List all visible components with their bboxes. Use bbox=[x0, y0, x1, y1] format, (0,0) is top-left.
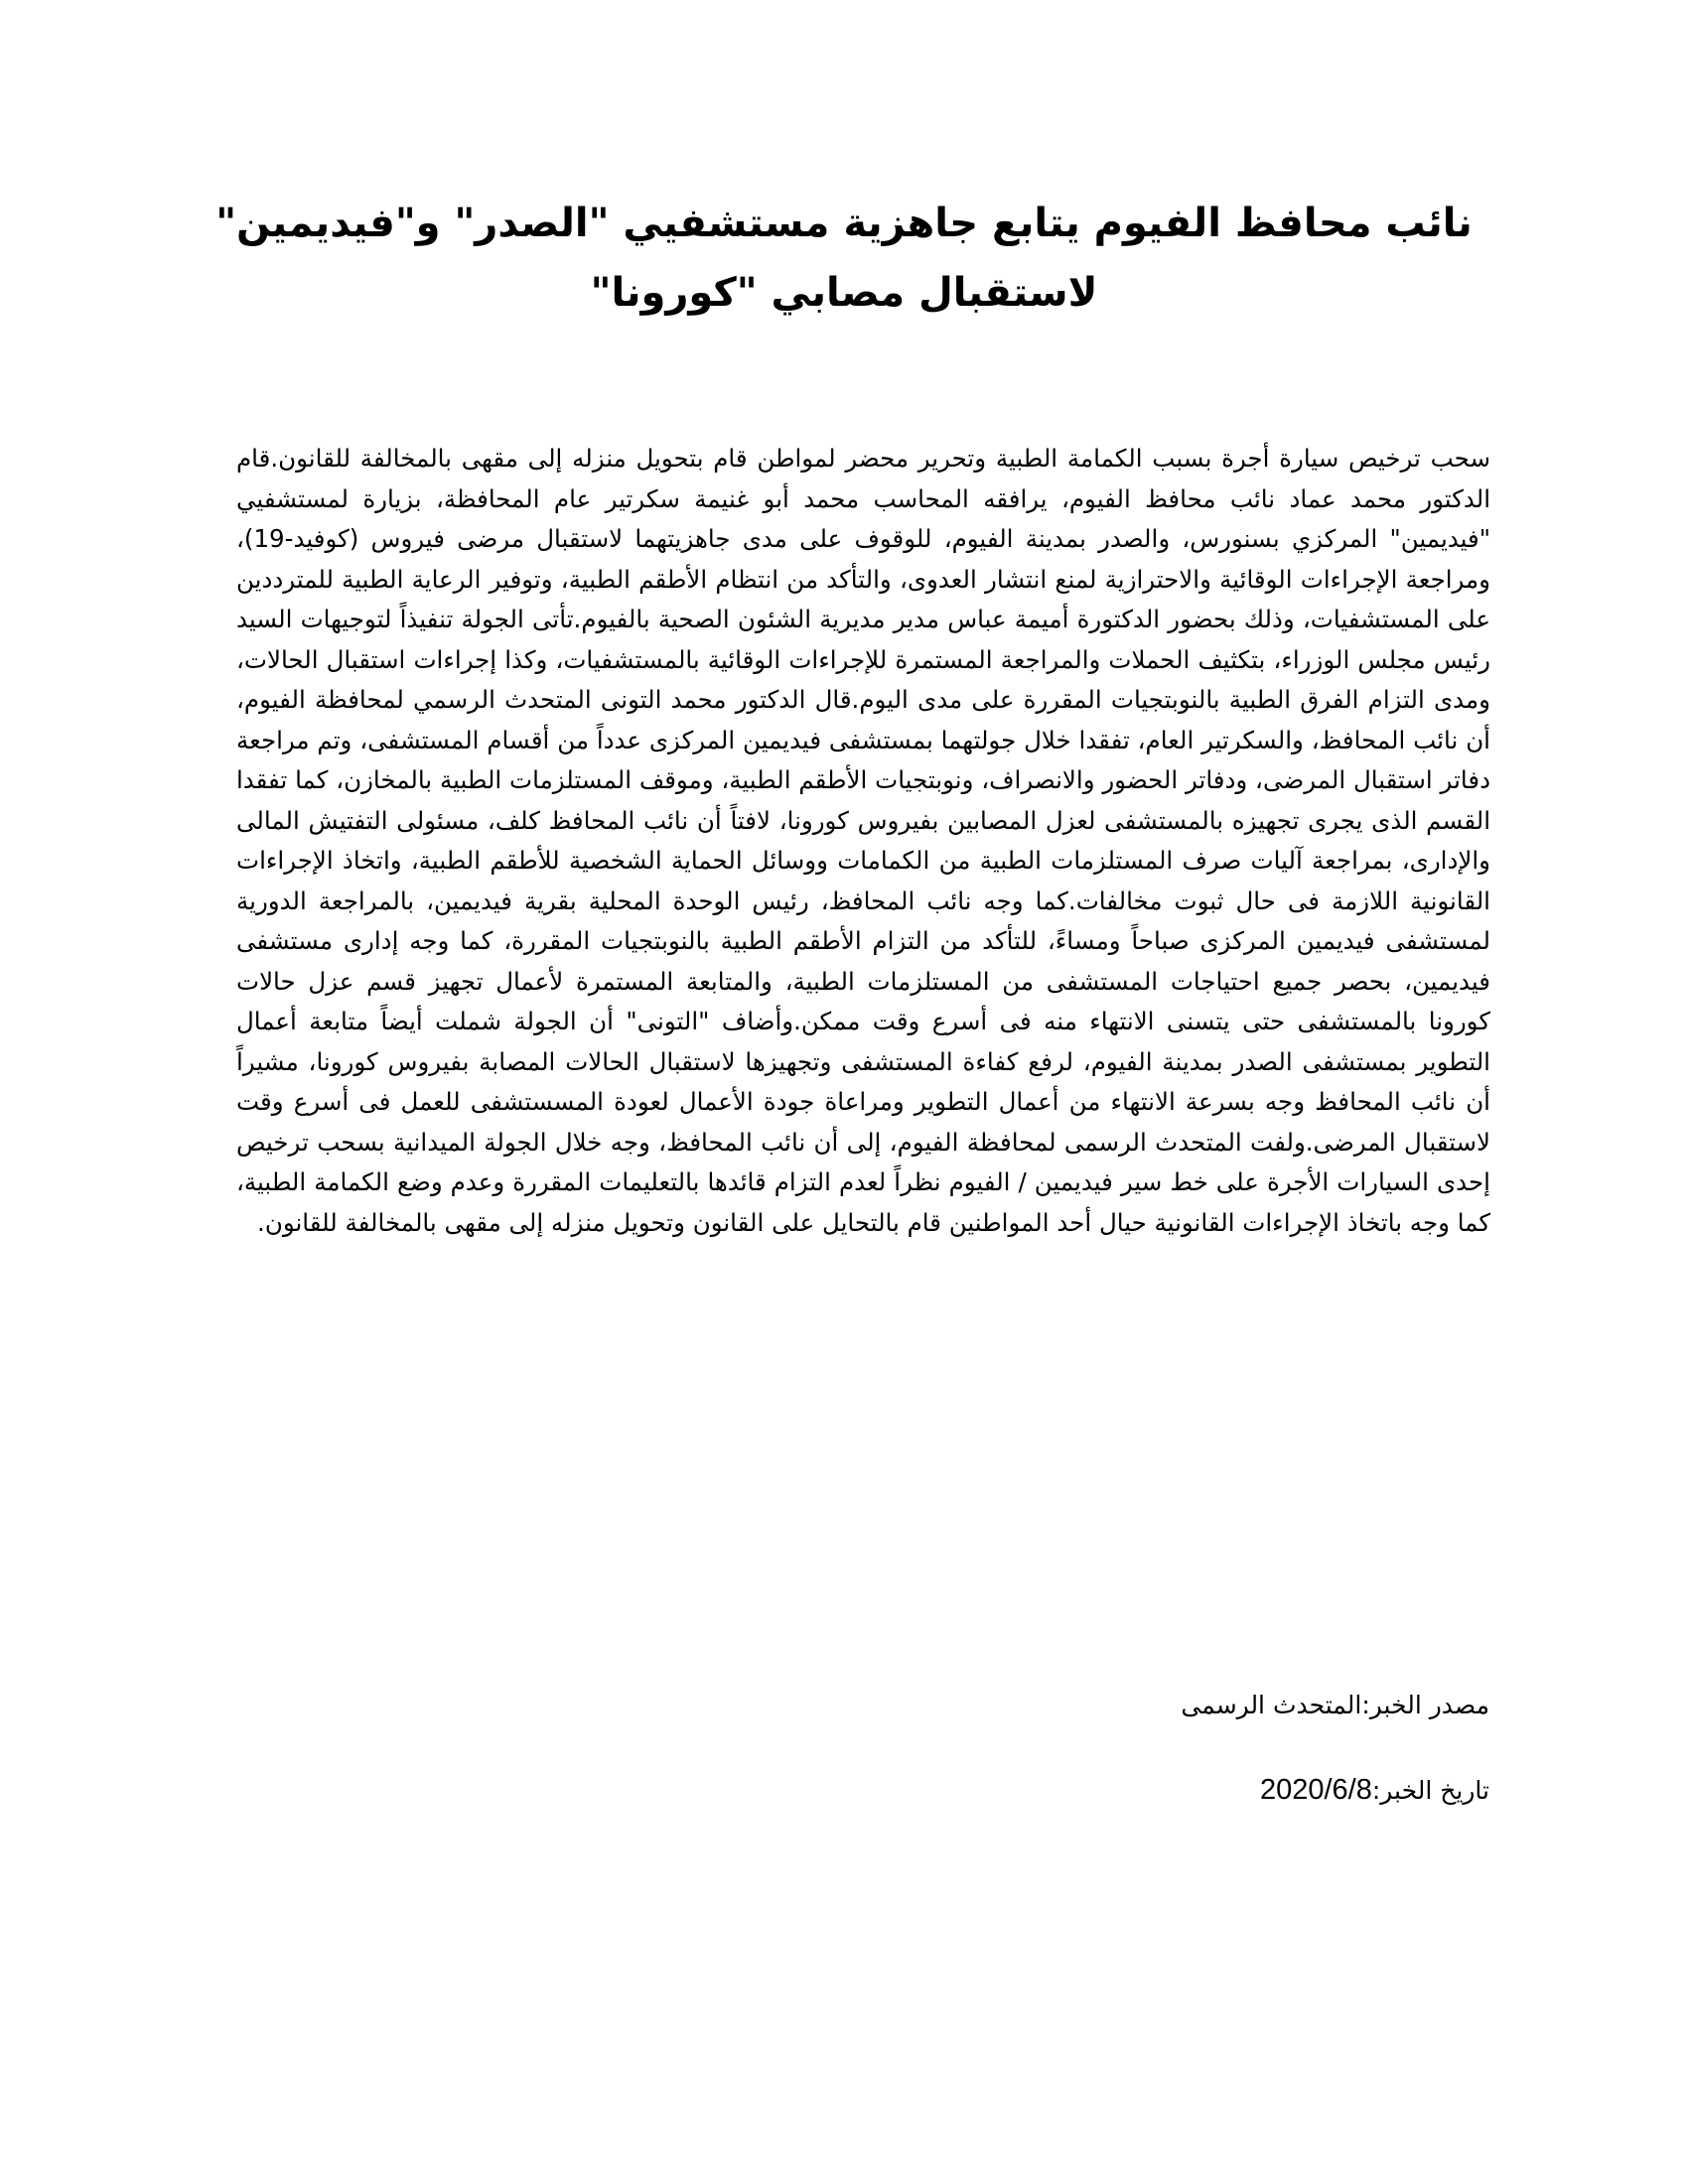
article-body: سحب ترخيص سيارة أجرة بسبب الكمامة الطبية وتحرير محضر لمواطن قام بتحويل منزله إلى مقهى بالمخالفة للقانون.قام الدكتور محمد عماد نائب محافظ الفيوم، يرافقه المحاسب محمد أبو غنيمة سكرتير عام المحافظة، بزيارة لمستشفيي "فيديمين" المركزي بسنورس، والصدر بمدينة الفيوم، للوقوف على مدى جاهزيتهما لاستقبال مرضى فيروس (كوفيد-19)، ومراجعة الإجراءات الوقائية والاحترازية لمنع انتشار العدوى، والتأكد من انتظام الأطقم الطبية، وتوفير الرعاية الطبية للمترددين على المستشفيات، وذلك بحضور الدكتورة أميمة عباس مدير مديرية الشئون الصحية بالفيوم.تأتى الجولة تنفيذاً لتوجيهات السيد رئيس مجلس الوزراء، بتكثيف الحملات والمراجعة المستمرة للإجراءات الوقائية بالمستشفيات، وكذا إجراءات استقبال الحالات، ومدى التزام الفرق الطبية بالنوبتجيات المقررة على مدى اليوم.قال الدكتور محمد التونى المتحدث الرسمي لمحافظة الفيوم، أن نائب المحافظ، والسكرتير العام، تفقدا خلال جولتهما بمستشفى فيديمين المركزى عدداً من أقسام المستشفى، وتم مراجعة دفاتر استقبال المرضى، ودفاتر الحضور والانصراف، ونوبتجيات الأطقم الطبية، وموقف المستلزمات الطبية بالمخازن، كما تفقدا القسم الذى يجرى تجهيزه بالمستشفى لعزل المصابين بفيروس كورونا، لافتاً أن نائب المحافظ كلف، مسئولى التفتيش المالى والإدارى، بمراجعة آليات صرف المستلزمات الطبية من الكمامات ووسائل الحماية الشخصية للأطقم الطبية، واتخاذ الإجراءات القانونية اللازمة فى حال ثبوت مخالفات.كما وجه نائب المحافظ، رئيس الوحدة المحلية بقرية فيديمين، بالمراجعة الدورية لمستشفى فيديمين المركزى صباحاً ومساءً، للتأكد من التزام الأطقم الطبية بالنوبتجيات المقررة، كما وجه إدارى مستشفى فيديمين، بحصر جميع احتياجات المستشفى من المستلزمات الطبية، والمتابعة المستمرة لأعمال تجهيز قسم عزل حالات كورونا بالمستشفى حتى يتسنى الانتهاء منه فى أسرع وقت ممكن.وأضاف "التونى" أن الجولة شملت أيضاً متابعة أعمال التطوير بمستشفى الصدر بمدينة الفيوم، لرفع كفاءة المستشفى وتجهيزها لاستقبال الحالات المصابة بفيروس كورونا، مشيراً أن نائب المحافظ وجه بسرعة الانتهاء من أعمال التطوير ومراعاة جودة الأعمال لعودة المسستشفى للعمل فى أسرع وقت لاستقبال المرضى.ولفت المتحدث الرسمى لمحافظة الفيوم، إلى أن نائب المحافظ، وجه خلال الجولة الميدانية بسحب ترخيص إحدى السيارات الأجرة على خط سير فيديمين / الفيوم نظراً لعدم التزام قائدها بالتعليمات المقررة وعدم وضع الكمامة الطبية، كما وجه باتخاذ الإجراءات القانونية حيال أحد المواطنين قام بالتحايل على القانون وتحويل منزله إلى مقهى بالمخالفة للقانون. bbox=[236, 444, 1490, 1237]
news-source-label: مصدر الخبر: bbox=[1361, 1691, 1489, 1719]
news-date-label: تاريخ الخبر: bbox=[1371, 1776, 1489, 1805]
news-date-line bbox=[596, 1772, 1489, 1809]
news-source-value: المتحدث الرسمى bbox=[1181, 1691, 1362, 1719]
news-date-value: 2020/6/8 bbox=[1259, 1774, 1372, 1806]
news-source-line bbox=[596, 1688, 1489, 1723]
article-title: نائب محافظ الفيوم يتابع جاهزية مستشفيي "الصدر" و"فيديمين" لاستقبال مصابي "كورونا" bbox=[215, 201, 1473, 316]
